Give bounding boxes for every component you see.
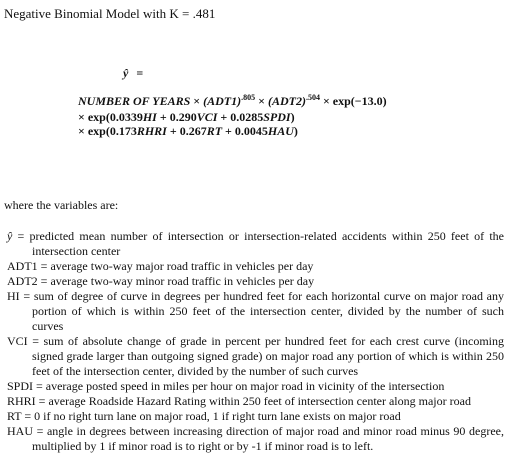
eq2-mid2: + 0.0285 — [217, 110, 264, 124]
eq2-mid1: + 0.290 — [156, 110, 197, 124]
variable-definition — [4, 409, 504, 424]
eq3-suffix: ) — [293, 124, 298, 138]
variable-definition — [4, 274, 504, 289]
variable-text: = average two-way major road traffic in vehicles per day — [37, 259, 314, 273]
times-sign: × — [258, 94, 265, 108]
number-of-years-term: NUMBER OF YEARS — [78, 94, 191, 108]
variable-text: = average Roadside Hazard Rating within 250 feet of intersection center along major road — [35, 394, 471, 408]
variable-text: = predicted mean number of intersection or intersection-related accidents within 250 feet of the intersection center — [12, 229, 504, 258]
eq2-prefix: × exp(0.0339 — [78, 110, 143, 124]
equation-line-3 — [78, 124, 298, 139]
spdi-term: SPDI — [263, 110, 291, 124]
variable-text: = sum of degree of curve in degrees per hundred feet for each horizontal curve on major road any portion of which is within 250 feet of the intersection center, divided by the number of such curves — [19, 289, 504, 333]
variable-symbol: ADT2 — [7, 274, 38, 288]
eq3-mid2: + 0.0045 — [222, 124, 268, 138]
adt2-exponent: .504 — [305, 93, 320, 102]
vci-term: VCI — [196, 110, 218, 124]
variable-definition — [4, 259, 504, 274]
variable-text: = average posted speed in miles per hour on major road in vicinity of the intersection — [33, 379, 445, 393]
variable-text: = average two-way minor road traffic in vehicles per day — [37, 274, 315, 288]
variable-definition — [4, 379, 504, 394]
hi-term: HI — [142, 110, 157, 124]
variable-symbol: ADT1 — [7, 259, 38, 273]
rhri-term: RHRI — [136, 124, 167, 138]
adt1-term: (ADT1) — [203, 94, 242, 108]
variable-definition — [4, 334, 504, 379]
times-sign: × — [193, 94, 201, 108]
variable-definition — [4, 229, 504, 259]
variable-text: = 0 if no right turn lane on major road, 1 if right turn lane exists on major road — [21, 409, 401, 423]
eq2-suffix: ) — [290, 110, 295, 124]
variable-definitions — [4, 229, 504, 454]
rt-term: RT — [206, 124, 223, 138]
model-title: Negative Binomial Model with K = .481 — [4, 6, 216, 21]
yhat-symbol: ŷ — [123, 66, 129, 80]
variable-symbol: SPDI — [7, 379, 34, 393]
times-sign: × — [322, 94, 330, 108]
variable-definition — [4, 394, 504, 409]
adt1-exponent: .805 — [241, 93, 256, 102]
variable-text: = angle in degrees between increasing direction of major road and minor road minus 90 degree, multiplied by 1 if minor road is to right or by -1 if minor road is to left. — [32, 424, 504, 453]
equation-lhs — [123, 66, 143, 81]
hau-term: HAU — [267, 124, 294, 138]
equals-sign: = — [136, 66, 144, 80]
variable-symbol: HI — [7, 289, 20, 303]
equation-line-1 — [78, 93, 387, 109]
variable-symbol: VCI — [7, 334, 28, 348]
exp-constant-term: exp(−13.0) — [332, 94, 387, 108]
variable-definition — [4, 424, 504, 454]
variable-definition — [4, 289, 504, 334]
eq3-prefix: × exp(0.173 — [78, 124, 137, 138]
variable-symbol: RT — [7, 409, 22, 423]
variable-symbol: ŷ — [7, 229, 13, 243]
equation-line-2 — [78, 110, 295, 125]
adt2-term: (ADT2) — [267, 94, 306, 108]
eq3-mid1: + 0.267 — [166, 124, 207, 138]
variables-intro: where the variables are: — [4, 198, 119, 212]
variable-text: = sum of absolute change of grade in percent per hundred feet for each crest curve (incoming signed grade larger than outgoing signed grade) on major road any portion of which is within 250 feet of the intersection center, divided by the number of such curves — [27, 334, 504, 378]
variable-symbol: HAU — [7, 424, 33, 438]
variable-symbol: RHRI — [7, 394, 36, 408]
